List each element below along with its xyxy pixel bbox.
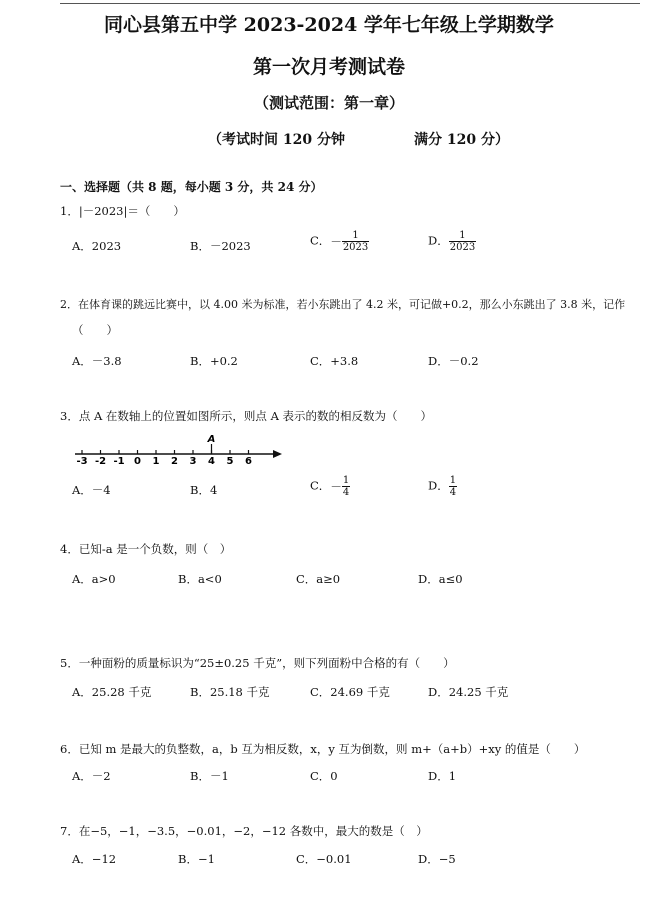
number-line-tick-label: 3	[189, 456, 197, 467]
section-heading: 一、选择题（共 8 题，每小题 3 分，共 24 分）	[60, 180, 323, 194]
exam-scope: （测试范围：第一章）	[253, 94, 404, 112]
q6-option-a: A．－2	[72, 769, 111, 783]
q3-option-d	[428, 475, 457, 498]
q3-option-c	[310, 475, 350, 498]
number-line-tick-label: 0	[134, 456, 141, 467]
question-6-stem: 6．已知 m 是最大的负整数，a，b 互为相反数，x，y 互为倒数，则 m+（a+b）+xy 的值是（ ）	[60, 742, 586, 756]
q7-option-b: B．−1	[178, 852, 215, 866]
q4-option-d: D．a≤0	[418, 572, 463, 586]
q6-option-c: C．0	[310, 769, 338, 783]
q7-option-c: C．−0.01	[296, 852, 352, 866]
q1-option-d	[428, 230, 476, 253]
q1-option-c-fraction	[342, 230, 369, 253]
q1-option-c-den: 2023	[342, 242, 369, 253]
q1-option-d-label: D．	[428, 233, 449, 248]
top-rule	[60, 3, 640, 4]
q5-option-c: C．24.69 千克	[310, 685, 390, 699]
q3-option-c-fraction	[342, 475, 350, 498]
q7-option-d: D．−5	[418, 852, 456, 866]
q4-option-b: B．a<0	[178, 572, 222, 586]
exam-score: 满分 120 分）	[414, 132, 509, 148]
q2-option-a: A．－3.8	[72, 354, 122, 368]
q3-option-d-num: 1	[449, 475, 457, 486]
q1-option-c	[310, 230, 369, 253]
number-line-ticks	[76, 444, 252, 467]
q3-option-d-den: 4	[449, 487, 457, 498]
q2-option-d: D．－0.2	[428, 354, 479, 368]
number-line-tick-label: 6	[245, 456, 252, 467]
q3-option-a: A．－4	[72, 483, 111, 497]
q3-option-c-den: 4	[342, 487, 350, 498]
q3-option-c-num: 1	[342, 475, 350, 486]
q4-option-c: C．a≥0	[296, 572, 341, 586]
number-line-tick-label: 2	[171, 456, 178, 467]
q2-option-c: C．+3.8	[310, 354, 359, 368]
question-4-stem: 4．已知-a 是一个负数，则（ ）	[60, 542, 232, 556]
q1-option-b: B．－2023	[190, 239, 251, 253]
q3-option-b: B．4	[190, 483, 218, 497]
q3-option-c-label: C．	[310, 478, 331, 493]
number-line-tick-label: -3	[76, 456, 88, 467]
q3-option-d-fraction	[449, 475, 457, 498]
number-line-point-label: A	[207, 434, 216, 445]
exam-time: （考试时间 120 分钟	[208, 132, 345, 148]
q3-option-c-sign: －	[330, 479, 342, 494]
q1-option-d-den: 2023	[449, 242, 476, 253]
q1-option-a: A．2023	[72, 239, 122, 253]
q5-option-d: D．24.25 千克	[428, 685, 509, 699]
q2-option-b: B．+0.2	[190, 354, 238, 368]
number-line-tick-label: -1	[113, 456, 125, 467]
question-3-stem: 3．点 A 在数轴上的位置如图所示，则点 A 表示的数的相反数为（ ）	[60, 409, 433, 423]
q7-option-a: A．−12	[72, 852, 117, 866]
question-2-stem: 2．在体育课的跳远比赛中，以 4.00 米为标准，若小东跳出了 4.2 米，可记做+0.2，那么小东跳出了 3.8 米，记作	[60, 298, 626, 311]
q1-option-d-num: 1	[449, 230, 476, 242]
question-1-stem: 1．|－2023|＝（ ）	[60, 204, 185, 218]
question-7-stem: 7．在−5，−1，−3.5，−0.01，−2，−12 各数中，最大的数是（ ）	[60, 824, 428, 838]
q5-option-b: B．25.18 千克	[190, 685, 270, 699]
question-2-stem-cont: （ ）	[72, 323, 118, 337]
q6-option-d: D．1	[428, 769, 457, 783]
number-line-arrow	[273, 450, 282, 458]
exam-title: 同心县第五中学 2023-2024 学年七年级上学期数学	[104, 14, 554, 36]
number-line-tick-label: 4	[208, 456, 215, 467]
q1-option-c-num: 1	[342, 230, 369, 242]
number-line	[70, 432, 285, 468]
q1-option-c-label: C．	[310, 233, 331, 248]
q1-option-c-sign: －	[330, 234, 342, 249]
q3-option-d-label: D．	[428, 478, 449, 493]
q5-option-a: A．25.28 千克	[72, 685, 152, 699]
number-line-tick-label: 1	[152, 456, 160, 467]
exam-subtitle: 第一次月考测试卷	[252, 56, 405, 78]
q4-option-a: A．a>0	[72, 572, 116, 586]
number-line-tick-label: 5	[226, 456, 234, 467]
number-line-tick-label: -2	[94, 456, 107, 467]
q6-option-b: B．－1	[190, 769, 229, 783]
q1-option-d-fraction	[449, 230, 476, 253]
question-5-stem: 5．一种面粉的质量标识为“25±0.25 千克”，则下列面粉中合格的有（ ）	[60, 656, 455, 670]
